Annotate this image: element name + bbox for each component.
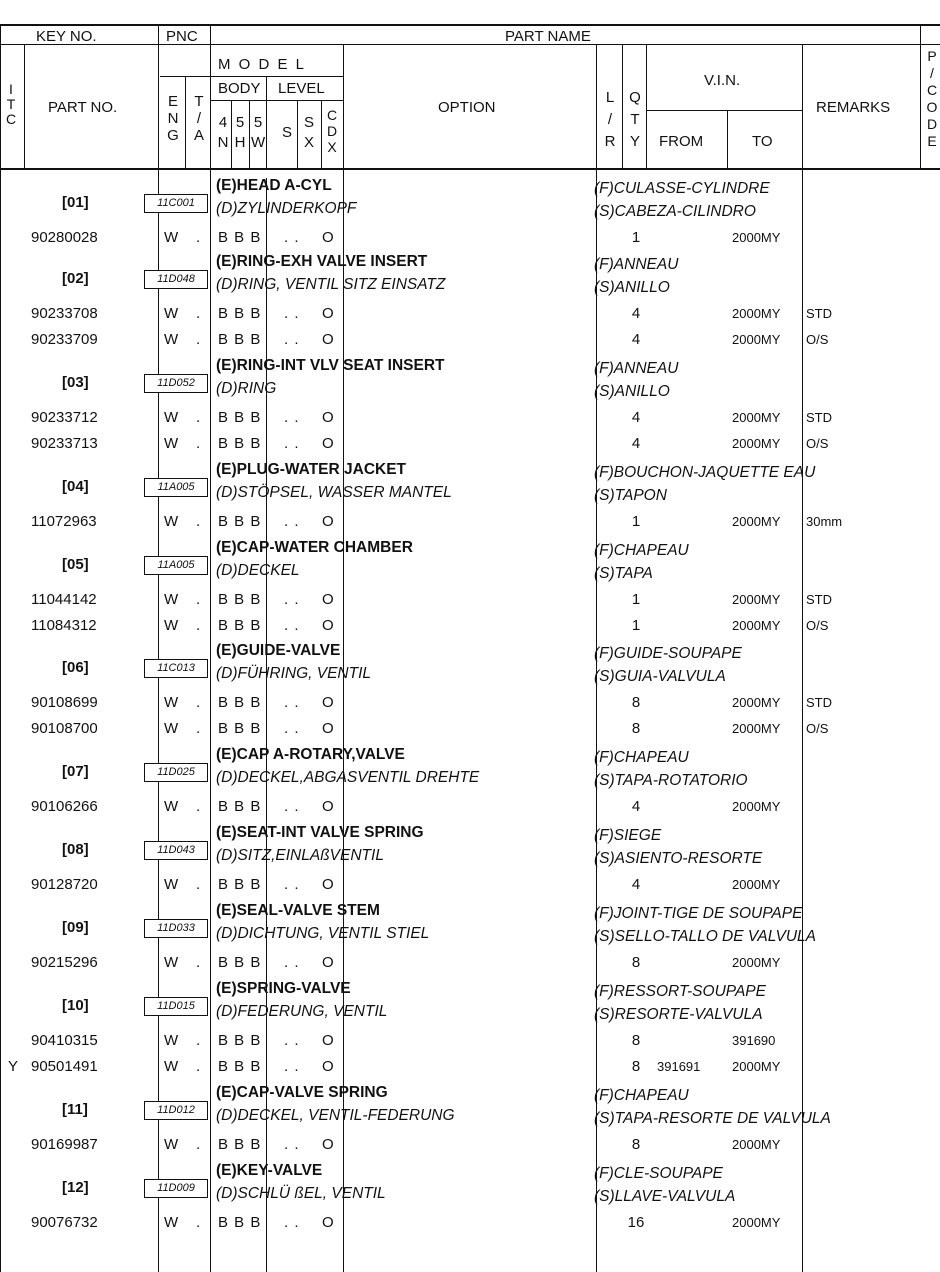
part-number: 90076732 [31, 1214, 98, 1231]
pnc-code: 11D048 [144, 270, 208, 289]
remarks: STD [806, 695, 832, 710]
model-rule [160, 76, 343, 77]
quantity: 8 [631, 694, 641, 711]
quantity: 8 [631, 720, 641, 737]
quantity: 8 [631, 1058, 641, 1075]
key-no: [07] [62, 763, 89, 780]
rule-body-4n [231, 100, 232, 170]
name-english: (E)HEAD A-CYL [216, 177, 332, 194]
cdx-code: O [322, 720, 335, 737]
name-french: (F)BOUCHON-JAQUETTE EAU [594, 464, 816, 481]
quantity: 8 [631, 1032, 641, 1049]
body-level-rule [210, 100, 343, 101]
name-english: (E)CAP A-ROTARY,VALVE [216, 746, 405, 763]
quantity: 4 [631, 305, 641, 322]
body-codes: B B B [218, 720, 262, 737]
itc-flag: Y [8, 1058, 19, 1075]
quantity: 16 [627, 1214, 645, 1231]
level-codes: . . [284, 1214, 300, 1231]
name-spanish: (S)RESORTE-VALVULA [594, 1006, 763, 1023]
part-number: 90106266 [31, 798, 98, 815]
ta-code: . [196, 435, 202, 452]
ta-code: . [196, 1136, 202, 1153]
eng-code: W [164, 305, 180, 322]
ta-code: . [196, 617, 202, 634]
ta-header: T / A [193, 93, 204, 144]
quantity: 8 [631, 954, 641, 971]
key-no: [03] [62, 374, 89, 391]
name-english: (E)RING-EXH VALVE INSERT [216, 253, 428, 270]
cdx-code: O [322, 409, 335, 426]
rule-vin-from [727, 110, 728, 170]
ta-code: . [196, 1032, 202, 1049]
body-codes: B B B [218, 876, 262, 893]
level-cdx-header: C D X [326, 107, 338, 155]
body-codes: B B B [218, 409, 262, 426]
quantity: 1 [631, 513, 641, 530]
pnc-code: 11D012 [144, 1101, 208, 1120]
key-no: [05] [62, 556, 89, 573]
ta-code: . [196, 229, 202, 246]
body-col-4n: 4 N [217, 114, 229, 151]
name-spanish: (S)SELLO-TALLO DE VALVULA [594, 928, 816, 945]
level-codes: . . [284, 1136, 300, 1153]
part-number: 90128720 [31, 876, 98, 893]
key-no: [11] [62, 1101, 88, 1118]
cdx-code: O [322, 1214, 335, 1231]
name-french: (F)ANNEAU [594, 360, 679, 377]
cdx-code: O [322, 1136, 335, 1153]
level-codes: . . [284, 513, 300, 530]
eng-code: W [164, 617, 180, 634]
qty-header: Q T Y [629, 89, 641, 150]
name-english: (E)GUIDE-VALVE [216, 642, 341, 659]
ta-code: . [196, 513, 202, 530]
cdx-code: O [322, 954, 335, 971]
name-french: (F)CHAPEAU [594, 749, 689, 766]
part-number: 90280028 [31, 229, 98, 246]
remarks: O/S [806, 436, 829, 451]
name-english: (E)SPRING-VALVE [216, 980, 351, 997]
name-german: (D)SCHLÜ ßEL, VENTIL [216, 1185, 386, 1202]
vin-to: 2000MY [732, 514, 781, 529]
name-french: (F)SIEGE [594, 827, 662, 844]
option-header: OPTION [438, 99, 496, 116]
name-german: (D)DICHTUNG, VENTIL STIEL [216, 925, 430, 942]
name-german: (D)DECKEL,ABGASVENTIL DREHTE [216, 769, 480, 786]
name-german: (D)DECKEL, VENTIL-FEDERUNG [216, 1107, 455, 1124]
eng-code: W [164, 720, 180, 737]
level-header: LEVEL [278, 80, 325, 97]
cdx-code: O [322, 513, 335, 530]
vin-to: 2000MY [732, 230, 781, 245]
name-spanish: (S)LLAVE-VALVULA [594, 1188, 736, 1205]
remarks: O/S [806, 332, 829, 347]
remarks: STD [806, 410, 832, 425]
ta-code: . [196, 876, 202, 893]
remarks: O/S [806, 618, 829, 633]
body-codes: B B B [218, 305, 262, 322]
name-german: (D)RING, VENTIL SITZ EINSATZ [216, 276, 446, 293]
quantity: 4 [631, 798, 641, 815]
name-english: (E)CAP-VALVE SPRING [216, 1084, 388, 1101]
rule-body [266, 76, 267, 170]
name-english: (E)KEY-VALVE [216, 1162, 323, 1179]
name-spanish: (S)TAPON [594, 487, 667, 504]
part-number: 11072963 [31, 513, 97, 530]
rule-eng [185, 76, 186, 170]
eng-code: W [164, 331, 180, 348]
body-codes: B B B [218, 1032, 262, 1049]
key-no: [12] [62, 1179, 89, 1196]
pnc-code: 11C013 [144, 659, 208, 678]
name-spanish: (S)GUIA-VALVULA [594, 668, 726, 685]
ta-code: . [196, 1058, 202, 1075]
header-bottom-rule [0, 168, 940, 170]
level-codes: . . [284, 954, 300, 971]
level-codes: . . [284, 876, 300, 893]
cdx-code: O [322, 1032, 335, 1049]
ta-code: . [196, 331, 202, 348]
level-codes: . . [284, 331, 300, 348]
body-header: BODY [218, 80, 261, 97]
pnc-code: 11A005 [144, 478, 208, 497]
vin-to: 2000MY [732, 436, 781, 451]
key-no: [10] [62, 997, 89, 1014]
eng-code: W [164, 591, 180, 608]
vin-from: 391691 [657, 1059, 701, 1074]
eng-code: W [164, 694, 180, 711]
name-english: (E)RING-INT VLV SEAT INSERT [216, 357, 445, 374]
name-german: (D)SITZ,EINLAßVENTIL [216, 847, 384, 864]
vin-to: 2000MY [732, 306, 781, 321]
level-codes: . . [284, 617, 300, 634]
body-codes: B B B [218, 1214, 262, 1231]
ta-code: . [196, 409, 202, 426]
vin-to: 391690 [732, 1033, 776, 1048]
name-english: (E)CAP-WATER CHAMBER [216, 539, 413, 556]
rule-body-5h [249, 100, 250, 170]
part-number: 90410315 [31, 1032, 98, 1049]
quantity: 4 [631, 409, 641, 426]
body-codes: B B B [218, 229, 262, 246]
eng-code: W [164, 1032, 180, 1049]
pnc-code: 11D009 [144, 1179, 208, 1198]
vin-to: 2000MY [732, 618, 781, 633]
vin-to: 2000MY [732, 410, 781, 425]
lr-header: L / R [604, 89, 616, 150]
name-french: (F)JOINT-TIGE DE SOUPAPE [594, 905, 803, 922]
pnc-code: 11D025 [144, 763, 208, 782]
model-header: M O D E L [218, 56, 307, 73]
name-french: (F)CHAPEAU [594, 1087, 689, 1104]
part-number: 11084312 [31, 617, 97, 634]
name-french: (F)CLE-SOUPAPE [594, 1165, 723, 1182]
body-codes: B B B [218, 694, 262, 711]
level-codes: . . [284, 229, 300, 246]
level-codes: . . [284, 591, 300, 608]
name-spanish: (S)TAPA-RESORTE DE VALVULA [594, 1110, 831, 1127]
quantity: 1 [631, 617, 641, 634]
remarks: 30mm [806, 514, 843, 529]
remarks: STD [806, 306, 832, 321]
name-spanish: (S)TAPA [594, 565, 653, 582]
name-spanish: (S)CABEZA-CILINDRO [594, 203, 756, 220]
eng-code: W [164, 798, 180, 815]
cdx-code: O [322, 876, 335, 893]
ta-code: . [196, 305, 202, 322]
body-codes: B B B [218, 513, 262, 530]
name-english: (E)SEAL-VALVE STEM [216, 902, 380, 919]
level-codes: . . [284, 435, 300, 452]
name-spanish: (S)ANILLO [594, 383, 670, 400]
eng-code: W [164, 876, 180, 893]
cdx-code: O [322, 229, 335, 246]
cdx-code: O [322, 694, 335, 711]
name-french: (F)CULASSE-CYLINDRE [594, 180, 770, 197]
body-codes: B B B [218, 617, 262, 634]
name-german: (D)FÜHRING, VENTIL [216, 665, 371, 682]
eng-code: W [164, 409, 180, 426]
level-codes: . . [284, 305, 300, 322]
cdx-code: O [322, 305, 335, 322]
vin-header: V.I.N. [704, 72, 741, 89]
eng-code: W [164, 1136, 180, 1153]
vin-rule [646, 110, 802, 111]
eng-code: W [164, 954, 180, 971]
quantity: 4 [631, 876, 641, 893]
ta-code: . [196, 798, 202, 815]
rule-pnc [210, 24, 211, 1272]
vin-to: 2000MY [732, 332, 781, 347]
ta-code: . [196, 1214, 202, 1231]
key-no: [06] [62, 659, 89, 676]
body-codes: B B B [218, 798, 262, 815]
level-codes: . . [284, 1058, 300, 1075]
key-no: [09] [62, 919, 89, 936]
part-number: 90233712 [31, 409, 98, 426]
eng-code: W [164, 1214, 180, 1231]
level-codes: . . [284, 720, 300, 737]
itc-header: I T C [6, 81, 17, 127]
part-number: 90501491 [31, 1058, 98, 1075]
pnc-code: 11C001 [144, 194, 208, 213]
part-number: 90233709 [31, 331, 98, 348]
rule-level-s [297, 100, 298, 170]
name-french: (F)CHAPEAU [594, 542, 689, 559]
vin-to: 2000MY [732, 877, 781, 892]
quantity: 4 [631, 435, 641, 452]
remarks-header: REMARKS [816, 99, 891, 116]
name-french: (F)RESSORT-SOUPAPE [594, 983, 766, 1000]
quantity: 1 [631, 229, 641, 246]
name-spanish: (S)ANILLO [594, 279, 670, 296]
part-number: 90108700 [31, 720, 98, 737]
body-codes: B B B [218, 1058, 262, 1075]
eng-code: W [164, 229, 180, 246]
cdx-code: O [322, 1058, 335, 1075]
body-codes: B B B [218, 435, 262, 452]
quantity: 1 [631, 591, 641, 608]
pnc-code: 11D033 [144, 919, 208, 938]
key-no: [01] [62, 194, 89, 211]
body-codes: B B B [218, 591, 262, 608]
part-number: 90215296 [31, 954, 98, 971]
remarks: O/S [806, 721, 829, 736]
part-number: 11044142 [31, 591, 97, 608]
name-french: (F)GUIDE-SOUPAPE [594, 645, 742, 662]
pnc-code: 11A005 [144, 556, 208, 575]
name-english: (E)PLUG-WATER JACKET [216, 461, 407, 478]
name-french: (F)ANNEAU [594, 256, 679, 273]
pnc-code: 11D052 [144, 374, 208, 393]
level-codes: . . [284, 694, 300, 711]
rule-vin [802, 44, 803, 1272]
rule-remarks [920, 24, 921, 170]
key-no: [02] [62, 270, 89, 287]
vin-to: 2000MY [732, 799, 781, 814]
body-col-5w: 5 W [251, 114, 266, 151]
name-german: (D)STÖPSEL, WASSER MANTEL [216, 484, 452, 501]
pnc-code: 11D015 [144, 997, 208, 1016]
body-codes: B B B [218, 954, 262, 971]
vin-to: 2000MY [732, 721, 781, 736]
vin-to: 2000MY [732, 1215, 781, 1230]
rule-qty [646, 44, 647, 170]
part-number: 90108699 [31, 694, 98, 711]
rule-level-sx [321, 100, 322, 170]
key-no-header: KEY NO. [36, 28, 97, 45]
level-s-header: S [282, 124, 293, 141]
name-german: (D)FEDERUNG, VENTIL [216, 1003, 388, 1020]
vin-to: 2000MY [732, 1137, 781, 1152]
key-no: [08] [62, 841, 89, 858]
vin-to-header: TO [752, 133, 773, 150]
cdx-code: O [322, 591, 335, 608]
vin-from-header: FROM [659, 133, 704, 150]
level-codes: . . [284, 798, 300, 815]
eng-code: W [164, 513, 180, 530]
vin-to: 2000MY [732, 1059, 781, 1074]
ta-code: . [196, 954, 202, 971]
pcode-header: P / C O D E [926, 48, 938, 149]
eng-code: W [164, 435, 180, 452]
body-codes: B B B [218, 331, 262, 348]
part-name-header: PART NAME [505, 28, 591, 45]
ta-code: . [196, 720, 202, 737]
header-rule-1 [0, 44, 940, 45]
part-number: 90233708 [31, 305, 98, 322]
ta-code: . [196, 694, 202, 711]
cdx-code: O [322, 435, 335, 452]
part-no-header: PART NO. [48, 99, 118, 116]
pnc-header: PNC [166, 28, 198, 45]
cdx-code: O [322, 617, 335, 634]
key-no: [04] [62, 478, 89, 495]
name-spanish: (S)ASIENTO-RESORTE [594, 850, 763, 867]
name-german: (D)RING [216, 380, 277, 397]
name-german: (D)DECKEL [216, 562, 300, 579]
rule-lr [622, 44, 623, 170]
eng-code: W [164, 1058, 180, 1075]
header-top-rule [0, 24, 940, 26]
vin-to: 2000MY [732, 955, 781, 970]
rule-itc [24, 44, 25, 170]
body-col-5h: 5 H [234, 114, 246, 151]
rule-left [0, 24, 1, 1272]
name-english: (E)SEAT-INT VALVE SPRING [216, 824, 424, 841]
remarks: STD [806, 592, 832, 607]
part-number: 90169987 [31, 1136, 98, 1153]
eng-header: E N G [167, 93, 179, 144]
ta-code: . [196, 591, 202, 608]
level-sx-header: S X [303, 114, 314, 151]
level-codes: . . [284, 1032, 300, 1049]
cdx-code: O [322, 798, 335, 815]
name-spanish: (S)TAPA-ROTATORIO [594, 772, 748, 789]
vin-to: 2000MY [732, 592, 781, 607]
cdx-code: O [322, 331, 335, 348]
vin-to: 2000MY [732, 695, 781, 710]
pnc-code: 11D043 [144, 841, 208, 860]
body-codes: B B B [218, 1136, 262, 1153]
quantity: 8 [631, 1136, 641, 1153]
part-number: 90233713 [31, 435, 98, 452]
level-codes: . . [284, 409, 300, 426]
name-german: (D)ZYLINDERKOPF [216, 200, 357, 217]
quantity: 4 [631, 331, 641, 348]
